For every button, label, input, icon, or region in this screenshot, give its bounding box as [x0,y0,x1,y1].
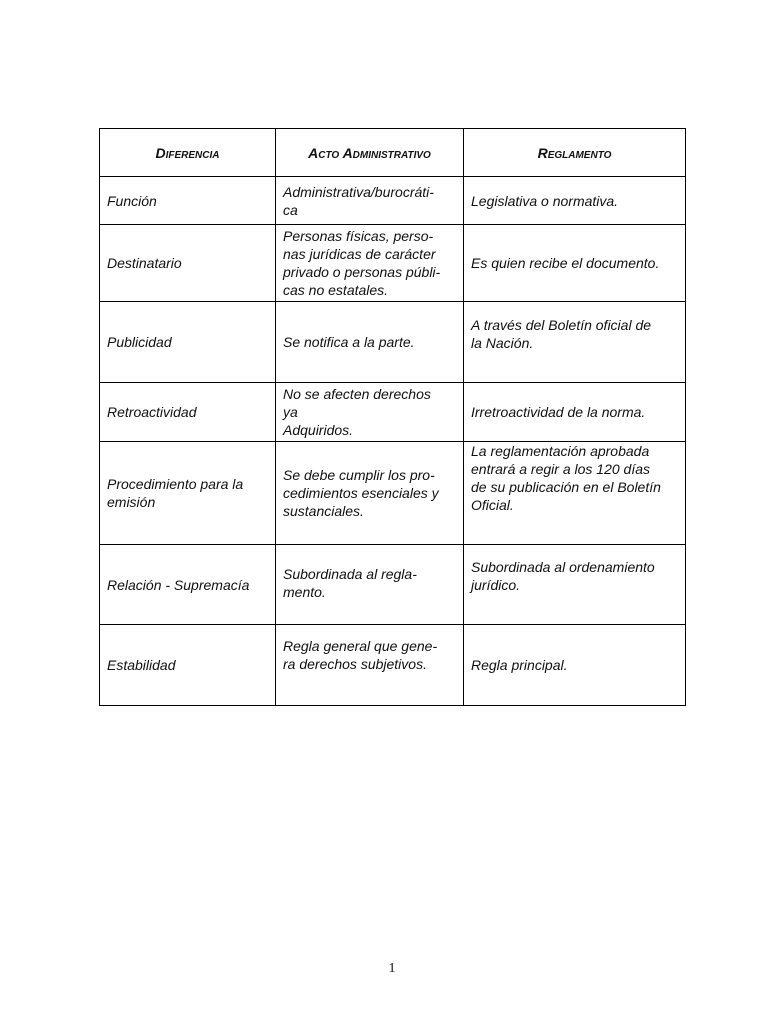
cell-line: Adquiridos. [283,422,354,438]
cell-line: Regla principal. [471,657,568,673]
cell-line: ca [283,201,298,218]
cell-line: cedimientos esenciales y [283,485,439,501]
cell-line: No se afecten derechos [283,386,431,402]
table-row [100,442,686,545]
header-reglamento: Reglamento [464,129,686,177]
header-diferencia: Diferencia [100,129,276,177]
cell-diferencia: Relación - Supremacía [100,545,276,625]
cell-reglamento [464,545,686,625]
cell-line: nas jurídicas de carácter [283,246,436,262]
cell-reglamento [464,625,686,706]
table-row [100,225,686,302]
cell-diferencia: Retroactividad [100,383,276,442]
cell-line: Regla general que gene- [283,638,438,654]
cell-line: A través del Boletín oficial de [471,317,652,333]
cell-acto [276,625,464,706]
cell-line: cas no estatales. [283,282,389,298]
cell-line: Legislativa o normativa. [471,192,619,209]
table-row [100,302,686,383]
cell-line: Se notifica a la parte. [283,334,415,350]
cell-line: Personas físicas, perso- [283,228,434,244]
cell-acto [276,383,464,442]
cell-reglamento [464,442,686,545]
cell-line: mento. [283,584,326,600]
cell-acto [276,545,464,625]
cell-line: Oficial. [471,497,514,513]
cell-reglamento [464,383,686,442]
cell-line: Subordinada al regla- [283,566,417,582]
cell-reglamento [464,302,686,383]
cell-line: ra derechos subjetivos. [283,656,427,672]
page-number: 1 [388,961,396,976]
table-row [100,545,686,625]
cell-line: La reglamentación aprobada [471,443,650,459]
cell-reglamento [464,177,686,225]
table-row [100,625,686,706]
cell-line: sustanciales. [283,503,364,519]
cell-line: la Nación. [471,335,534,351]
cell-line: Se debe cumplir los pro- [283,467,435,483]
cell-diferencia: Destinatario [100,225,276,302]
table-row [100,177,686,225]
cell-line: Subordinada al ordenamiento [471,559,655,575]
cell-acto [276,442,464,545]
cell-reglamento [464,225,686,302]
cell-acto [276,225,464,302]
cell-diferencia: Publicidad [100,302,276,383]
cell-line: privado o personas públi- [283,264,441,280]
table-header-row [100,129,686,177]
cell-line: entrará a regir a los 120 días [471,461,650,477]
cell-acto [276,177,464,225]
cell-line: ya [283,404,298,420]
table-row [100,383,686,442]
cell-line: Es quien recibe el documento. [471,255,660,271]
cell-acto [276,302,464,383]
cell-line: de su publicación en el Boletín [471,479,661,495]
cell-diferencia: Estabilidad [100,625,276,706]
cell-diferencia [100,442,276,545]
header-acto-administrativo: Acto Administrativo [276,129,464,177]
cell-line: emisión [107,494,156,510]
cell-line: jurídico. [471,577,521,593]
cell-line: Irretroactividad de la norma. [471,404,646,420]
cell-diferencia: Función [100,177,276,225]
comparison-table [99,128,686,706]
cell-line: Procedimiento para la [107,476,244,492]
cell-line: Administrativa/burocráti- [283,183,434,200]
